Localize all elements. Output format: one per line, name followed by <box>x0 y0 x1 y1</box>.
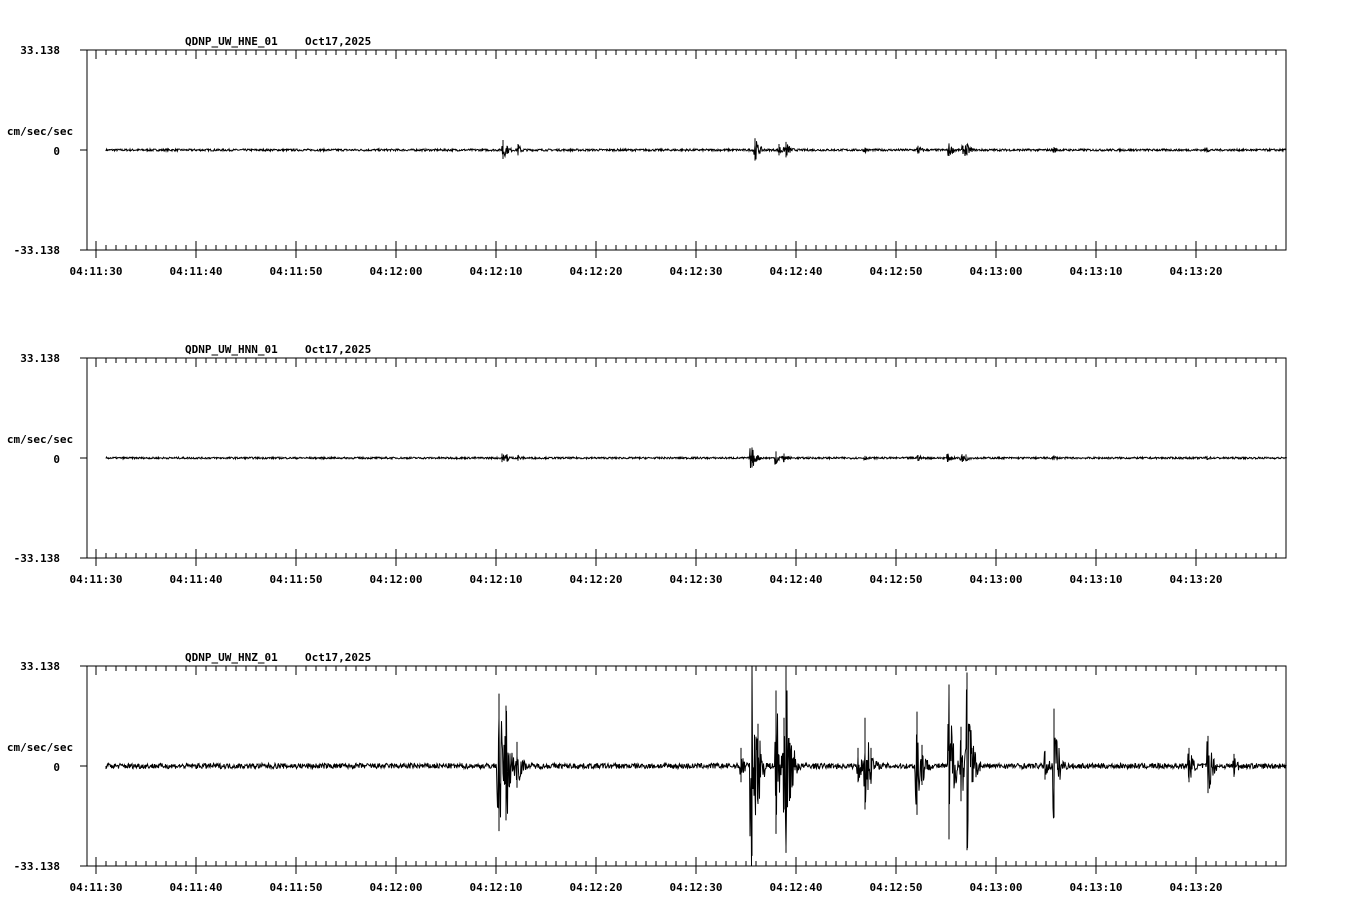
y-tick-label-max: 33.138 <box>20 352 60 365</box>
x-tick-label: 04:12:00 <box>369 265 423 278</box>
y-axis-label: cm/sec/sec <box>6 741 74 754</box>
x-tick-label: 04:13:00 <box>969 573 1023 586</box>
y-tick-label-zero: 0 <box>53 453 60 466</box>
seismogram-panel-2 <box>7 343 1287 586</box>
x-tick-label: 04:13:10 <box>1069 881 1123 894</box>
y-tick-label-max: 33.138 <box>20 44 60 57</box>
waveform-trace <box>106 448 1287 468</box>
y-tick-label-max: 33.138 <box>20 660 60 673</box>
x-tick-label: 04:12:40 <box>769 573 823 586</box>
seismogram-panel-1 <box>7 35 1287 278</box>
waveform-trace <box>106 667 1287 866</box>
x-tick-label: 04:13:10 <box>1069 573 1123 586</box>
channel-title: QDNP_UW_HNN_01 <box>185 343 278 356</box>
x-tick-label: 04:11:30 <box>69 881 123 894</box>
x-tick-label: 04:12:30 <box>669 573 723 586</box>
x-tick-label: 04:13:20 <box>1169 573 1223 586</box>
x-tick-label: 04:13:00 <box>969 265 1023 278</box>
x-tick-label: 04:13:20 <box>1169 265 1223 278</box>
x-tick-label: 04:11:50 <box>269 265 323 278</box>
seismogram-panel-3 <box>7 651 1287 894</box>
x-tick-label: 04:12:50 <box>869 573 923 586</box>
date-label: Oct17,2025 <box>305 651 372 664</box>
y-axis-label: cm/sec/sec <box>6 125 74 138</box>
x-tick-label: 04:12:30 <box>669 265 723 278</box>
x-tick-label: 04:11:40 <box>169 573 223 586</box>
x-tick-label: 04:11:40 <box>169 265 223 278</box>
channel-title: QDNP_UW_HNE_01 <box>185 35 278 48</box>
y-tick-label-min: -33.138 <box>13 860 60 873</box>
date-label: Oct17,2025 <box>305 343 372 356</box>
x-tick-label: 04:12:40 <box>769 265 823 278</box>
date-label: Oct17,2025 <box>305 35 372 48</box>
x-tick-label: 04:12:50 <box>869 265 923 278</box>
x-tick-label: 04:12:30 <box>669 881 723 894</box>
x-tick-label: 04:13:00 <box>969 881 1023 894</box>
x-tick-label: 04:12:10 <box>469 265 523 278</box>
y-tick-label-min: -33.138 <box>13 244 60 257</box>
x-tick-label: 04:11:50 <box>269 573 323 586</box>
x-tick-label: 04:11:30 <box>69 573 123 586</box>
y-axis-label: cm/sec/sec <box>6 433 74 446</box>
x-tick-label: 04:12:50 <box>869 881 923 894</box>
x-tick-label: 04:12:40 <box>769 881 823 894</box>
y-tick-label-zero: 0 <box>53 145 60 158</box>
x-tick-label: 04:11:40 <box>169 881 223 894</box>
x-tick-label: 04:11:30 <box>69 265 123 278</box>
y-tick-label-min: -33.138 <box>13 552 60 565</box>
x-tick-label: 04:12:20 <box>569 881 623 894</box>
x-tick-label: 04:12:00 <box>369 573 423 586</box>
x-tick-label: 04:12:10 <box>469 881 523 894</box>
x-tick-label: 04:11:50 <box>269 881 323 894</box>
x-tick-label: 04:12:00 <box>369 881 423 894</box>
channel-title: QDNP_UW_HNZ_01 <box>185 651 278 664</box>
waveform-trace <box>106 141 1287 159</box>
x-tick-label: 04:12:20 <box>569 573 623 586</box>
x-tick-label: 04:13:10 <box>1069 265 1123 278</box>
x-tick-label: 04:13:20 <box>1169 881 1223 894</box>
y-tick-label-zero: 0 <box>53 761 60 774</box>
x-tick-label: 04:12:10 <box>469 573 523 586</box>
x-tick-label: 04:12:20 <box>569 265 623 278</box>
